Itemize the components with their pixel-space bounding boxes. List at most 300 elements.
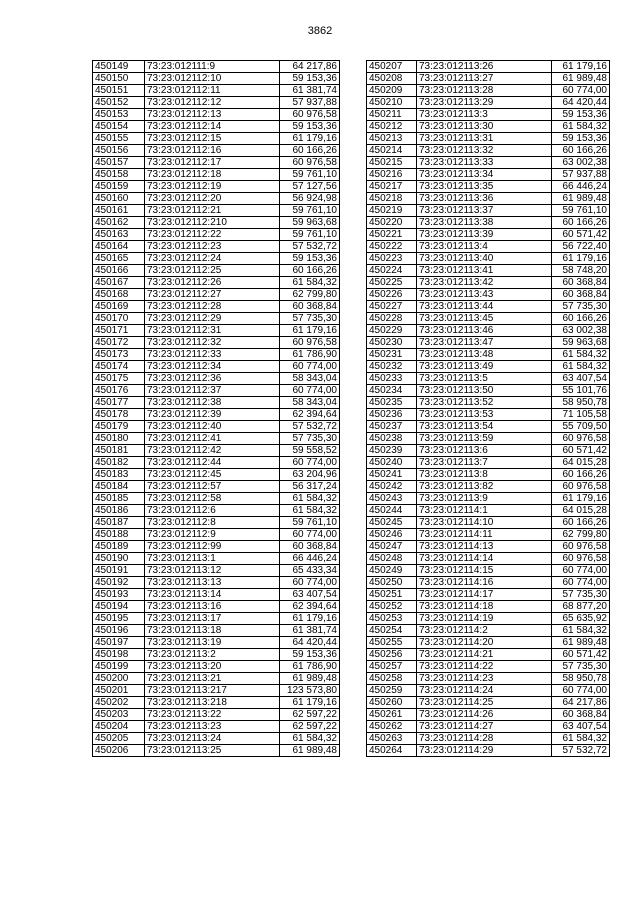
record-id-cell: 450261 — [367, 709, 417, 721]
cadastral-number-cell: 73:23:012113:21 — [145, 673, 280, 685]
record-id-cell: 450252 — [367, 601, 417, 613]
cadastral-number-cell: 73:23:012113:1 — [145, 553, 280, 565]
cadastral-number-cell: 73:23:012112:29 — [145, 313, 280, 325]
table-row — [93, 397, 340, 409]
cadastral-number-cell: 73:23:012113:17 — [145, 613, 280, 625]
record-id-cell: 450179 — [93, 421, 145, 433]
value-cell: 58 748,20 — [552, 265, 610, 277]
value-cell: 61 989,48 — [552, 73, 610, 85]
cadastral-number-cell: 73:23:012114:21 — [417, 649, 552, 661]
cadastral-number-cell: 73:23:012113:13 — [145, 577, 280, 589]
value-cell: 61 786,90 — [280, 349, 340, 361]
table-row — [367, 421, 610, 433]
value-cell: 61 179,16 — [280, 133, 340, 145]
table-row — [367, 121, 610, 133]
value-cell: 61 179,16 — [280, 325, 340, 337]
cadastral-number-cell: 73:23:012112:6 — [145, 505, 280, 517]
table-row — [93, 673, 340, 685]
table-row — [93, 553, 340, 565]
table-row — [367, 721, 610, 733]
table-row — [367, 457, 610, 469]
value-cell: 60 571,42 — [552, 649, 610, 661]
cadastral-number-cell: 73:23:012114:20 — [417, 637, 552, 649]
record-id-cell: 450241 — [367, 469, 417, 481]
table-row — [367, 241, 610, 253]
value-cell: 63 407,54 — [552, 721, 610, 733]
table-row — [93, 73, 340, 85]
record-id-cell: 450162 — [93, 217, 145, 229]
record-id-cell: 450260 — [367, 697, 417, 709]
record-id-cell: 450194 — [93, 601, 145, 613]
record-id-cell: 450225 — [367, 277, 417, 289]
value-cell: 60 774,00 — [552, 565, 610, 577]
record-id-cell: 450159 — [93, 181, 145, 193]
table-row — [367, 445, 610, 457]
record-id-cell: 450244 — [367, 505, 417, 517]
record-id-cell: 450255 — [367, 637, 417, 649]
record-id-cell: 450151 — [93, 85, 145, 97]
table-row — [93, 589, 340, 601]
table-row — [93, 325, 340, 337]
record-id-cell: 450209 — [367, 85, 417, 97]
table-row — [93, 505, 340, 517]
value-cell: 60 976,58 — [552, 553, 610, 565]
cadastral-number-cell: 73:23:012113:217 — [145, 685, 280, 697]
table-row — [367, 97, 610, 109]
cadastral-number-cell: 73:23:012113:52 — [417, 397, 552, 409]
cadastral-number-cell: 73:23:012113:12 — [145, 565, 280, 577]
cadastral-number-cell: 73:23:012114:29 — [417, 745, 552, 757]
record-id-cell: 450247 — [367, 541, 417, 553]
record-id-cell: 450212 — [367, 121, 417, 133]
value-cell: 64 217,86 — [552, 697, 610, 709]
table-row — [93, 157, 340, 169]
value-cell: 61 584,32 — [552, 361, 610, 373]
value-cell: 57 127,56 — [280, 181, 340, 193]
record-id-cell: 450249 — [367, 565, 417, 577]
table-row — [93, 613, 340, 625]
value-cell: 65 433,34 — [280, 565, 340, 577]
table-row — [93, 469, 340, 481]
cadastral-number-cell: 73:23:012113:14 — [145, 589, 280, 601]
value-cell: 61 179,16 — [552, 61, 610, 73]
cadastral-number-cell: 73:23:012113:23 — [145, 721, 280, 733]
table-row — [93, 217, 340, 229]
cadastral-number-cell: 73:23:012113:45 — [417, 313, 552, 325]
record-id-cell: 450161 — [93, 205, 145, 217]
value-cell: 58 343,04 — [280, 397, 340, 409]
cadastral-number-cell: 73:23:012112:25 — [145, 265, 280, 277]
record-id-cell: 450158 — [93, 169, 145, 181]
cadastral-number-cell: 73:23:012113:18 — [145, 625, 280, 637]
table-row — [367, 577, 610, 589]
cadastral-number-cell: 73:23:012112:8 — [145, 517, 280, 529]
table-row — [367, 85, 610, 97]
table-row — [93, 253, 340, 265]
cadastral-number-cell: 73:23:012112:210 — [145, 217, 280, 229]
table-row — [367, 385, 610, 397]
table-row — [93, 265, 340, 277]
value-cell: 57 735,30 — [552, 589, 610, 601]
record-id-cell: 450192 — [93, 577, 145, 589]
record-id-cell: 450189 — [93, 541, 145, 553]
value-cell: 66 446,24 — [552, 181, 610, 193]
cadastral-number-cell: 73:23:012112:99 — [145, 541, 280, 553]
cadastral-number-cell: 73:23:012113:42 — [417, 277, 552, 289]
record-id-cell: 450215 — [367, 157, 417, 169]
record-id-cell: 450157 — [93, 157, 145, 169]
cadastral-number-cell: 73:23:012114:10 — [417, 517, 552, 529]
record-id-cell: 450232 — [367, 361, 417, 373]
table-row — [93, 361, 340, 373]
record-id-cell: 450211 — [367, 109, 417, 121]
cadastral-number-cell: 73:23:012114:28 — [417, 733, 552, 745]
cadastral-number-cell: 73:23:012113:48 — [417, 349, 552, 361]
value-cell: 59 153,36 — [280, 253, 340, 265]
cadastral-number-cell: 73:23:012113:4 — [417, 241, 552, 253]
record-id-cell: 450156 — [93, 145, 145, 157]
cadastral-number-cell: 73:23:012113:54 — [417, 421, 552, 433]
table-row — [367, 73, 610, 85]
value-cell: 61 989,48 — [552, 637, 610, 649]
table-row — [367, 325, 610, 337]
value-cell: 60 368,84 — [552, 289, 610, 301]
right-table-body — [367, 61, 610, 757]
table-row — [367, 253, 610, 265]
value-cell: 61 381,74 — [280, 625, 340, 637]
table-row — [93, 601, 340, 613]
record-id-cell: 450214 — [367, 145, 417, 157]
table-row — [93, 205, 340, 217]
cadastral-number-cell: 73:23:012112:11 — [145, 85, 280, 97]
record-id-cell: 450191 — [93, 565, 145, 577]
record-id-cell: 450200 — [93, 673, 145, 685]
cadastral-number-cell: 73:23:012112:31 — [145, 325, 280, 337]
table-row — [93, 193, 340, 205]
table-row — [93, 541, 340, 553]
record-id-cell: 450231 — [367, 349, 417, 361]
table-row — [93, 85, 340, 97]
record-id-cell: 450198 — [93, 649, 145, 661]
cadastral-number-cell: 73:23:012112:45 — [145, 469, 280, 481]
table-row — [93, 169, 340, 181]
record-id-cell: 450206 — [93, 745, 145, 757]
value-cell: 58 343,04 — [280, 373, 340, 385]
value-cell: 62 597,22 — [280, 721, 340, 733]
record-id-cell: 450240 — [367, 457, 417, 469]
value-cell: 60 571,42 — [552, 445, 610, 457]
record-id-cell: 450163 — [93, 229, 145, 241]
table-row — [367, 301, 610, 313]
cadastral-number-cell: 73:23:012113:26 — [417, 61, 552, 73]
value-cell: 60 976,58 — [552, 433, 610, 445]
cadastral-number-cell: 73:23:012113:41 — [417, 265, 552, 277]
value-cell: 60 166,26 — [552, 217, 610, 229]
cadastral-number-cell: 73:23:012113:2 — [145, 649, 280, 661]
table-row — [367, 61, 610, 73]
cadastral-number-cell: 73:23:012113:47 — [417, 337, 552, 349]
cadastral-number-cell: 73:23:012113:50 — [417, 385, 552, 397]
table-row — [93, 433, 340, 445]
record-id-cell: 450180 — [93, 433, 145, 445]
cadastral-number-cell: 73:23:012112:26 — [145, 277, 280, 289]
record-id-cell: 450234 — [367, 385, 417, 397]
table-row — [367, 601, 610, 613]
value-cell: 60 976,58 — [280, 109, 340, 121]
record-id-cell: 450164 — [93, 241, 145, 253]
value-cell: 61 381,74 — [280, 85, 340, 97]
record-id-cell: 450235 — [367, 397, 417, 409]
value-cell: 60 368,84 — [552, 709, 610, 721]
cadastral-number-cell: 73:23:012113:6 — [417, 445, 552, 457]
value-cell: 61 989,48 — [280, 673, 340, 685]
table-row — [367, 661, 610, 673]
cadastral-number-cell: 73:23:012112:38 — [145, 397, 280, 409]
table-row — [93, 121, 340, 133]
record-id-cell: 450217 — [367, 181, 417, 193]
table-row — [367, 229, 610, 241]
cadastral-number-cell: 73:23:012114:16 — [417, 577, 552, 589]
table-row — [367, 193, 610, 205]
value-cell: 61 584,32 — [552, 625, 610, 637]
page-number: 3862 — [307, 25, 333, 37]
table-row — [93, 61, 340, 73]
table-row — [93, 145, 340, 157]
table-row — [93, 709, 340, 721]
value-cell: 64 420,44 — [280, 637, 340, 649]
cadastral-number-cell: 73:23:012112:40 — [145, 421, 280, 433]
value-cell: 60 166,26 — [280, 265, 340, 277]
cadastral-number-cell: 73:23:012113:37 — [417, 205, 552, 217]
cadastral-number-cell: 73:23:012112:22 — [145, 229, 280, 241]
record-id-cell: 450263 — [367, 733, 417, 745]
value-cell: 57 532,72 — [280, 421, 340, 433]
record-id-cell: 450203 — [93, 709, 145, 721]
cadastral-number-cell: 73:23:012113:40 — [417, 253, 552, 265]
value-cell: 60 368,84 — [552, 277, 610, 289]
record-id-cell: 450219 — [367, 205, 417, 217]
record-id-cell: 450202 — [93, 697, 145, 709]
table-row — [93, 337, 340, 349]
table-row — [93, 661, 340, 673]
table-row — [93, 721, 340, 733]
value-cell: 66 446,24 — [280, 553, 340, 565]
table-row — [367, 409, 610, 421]
record-id-cell: 450190 — [93, 553, 145, 565]
cadastral-number-cell: 73:23:012112:14 — [145, 121, 280, 133]
value-cell: 57 532,72 — [552, 745, 610, 757]
cadastral-number-cell: 73:23:012114:17 — [417, 589, 552, 601]
cadastral-number-cell: 73:23:012113:28 — [417, 85, 552, 97]
record-id-cell: 450239 — [367, 445, 417, 457]
table-row — [93, 349, 340, 361]
cadastral-number-cell: 73:23:012113:5 — [417, 373, 552, 385]
table-row — [93, 697, 340, 709]
record-id-cell: 450150 — [93, 73, 145, 85]
record-id-cell: 450243 — [367, 493, 417, 505]
table-row — [93, 529, 340, 541]
value-cell: 58 950,78 — [552, 673, 610, 685]
table-row — [367, 565, 610, 577]
cadastral-number-cell: 73:23:012114:19 — [417, 613, 552, 625]
value-cell: 60 774,00 — [280, 385, 340, 397]
record-id-cell: 450173 — [93, 349, 145, 361]
cadastral-number-cell: 73:23:012112:44 — [145, 457, 280, 469]
record-id-cell: 450246 — [367, 529, 417, 541]
value-cell: 57 735,30 — [280, 313, 340, 325]
cadastral-number-cell: 73:23:012113:53 — [417, 409, 552, 421]
record-id-cell: 450155 — [93, 133, 145, 145]
record-id-cell: 450152 — [93, 97, 145, 109]
value-cell: 63 407,54 — [280, 589, 340, 601]
record-id-cell: 450184 — [93, 481, 145, 493]
record-id-cell: 450166 — [93, 265, 145, 277]
cadastral-number-cell: 73:23:012112:19 — [145, 181, 280, 193]
table-row — [93, 481, 340, 493]
value-cell: 62 799,80 — [280, 289, 340, 301]
value-cell: 59 153,36 — [280, 121, 340, 133]
record-id-cell: 450256 — [367, 649, 417, 661]
record-id-cell: 450197 — [93, 637, 145, 649]
table-row — [93, 181, 340, 193]
table-row — [93, 277, 340, 289]
record-id-cell: 450181 — [93, 445, 145, 457]
cadastral-number-cell: 73:23:012112:42 — [145, 445, 280, 457]
value-cell: 56 924,98 — [280, 193, 340, 205]
table-row — [93, 301, 340, 313]
cadastral-number-cell: 73:23:012113:29 — [417, 97, 552, 109]
record-id-cell: 450251 — [367, 589, 417, 601]
record-id-cell: 450177 — [93, 397, 145, 409]
table-row — [367, 397, 610, 409]
table-row — [93, 685, 340, 697]
value-cell: 57 937,88 — [280, 97, 340, 109]
value-cell: 61 584,32 — [552, 349, 610, 361]
record-id-cell: 450224 — [367, 265, 417, 277]
record-id-cell: 450258 — [367, 673, 417, 685]
table-row — [93, 745, 340, 757]
table-row — [367, 697, 610, 709]
table-row — [367, 517, 610, 529]
record-id-cell: 450187 — [93, 517, 145, 529]
table-row — [367, 361, 610, 373]
value-cell: 60 774,00 — [552, 577, 610, 589]
cadastral-number-cell: 73:23:012112:33 — [145, 349, 280, 361]
value-cell: 59 153,36 — [552, 133, 610, 145]
cadastral-number-cell: 73:23:012112:58 — [145, 493, 280, 505]
table-row — [367, 589, 610, 601]
cadastral-number-cell: 73:23:012114:11 — [417, 529, 552, 541]
table-row — [93, 409, 340, 421]
record-id-cell: 450169 — [93, 301, 145, 313]
table-row — [367, 109, 610, 121]
table-row — [367, 169, 610, 181]
value-cell: 59 153,36 — [280, 73, 340, 85]
value-cell: 57 735,30 — [552, 301, 610, 313]
value-cell: 63 407,54 — [552, 373, 610, 385]
value-cell: 60 166,26 — [552, 469, 610, 481]
value-cell: 60 368,84 — [280, 301, 340, 313]
table-row — [93, 97, 340, 109]
record-id-cell: 450245 — [367, 517, 417, 529]
value-cell: 61 584,32 — [280, 505, 340, 517]
table-row — [93, 229, 340, 241]
record-id-cell: 450208 — [367, 73, 417, 85]
value-cell: 62 394,64 — [280, 409, 340, 421]
table-row — [93, 625, 340, 637]
record-id-cell: 450149 — [93, 61, 145, 73]
cadastral-number-cell: 73:23:012112:10 — [145, 73, 280, 85]
cadastral-number-cell: 73:23:012113:31 — [417, 133, 552, 145]
value-cell: 61 989,48 — [552, 193, 610, 205]
value-cell: 60 976,58 — [280, 157, 340, 169]
cadastral-number-cell: 73:23:012112:34 — [145, 361, 280, 373]
value-cell: 59 761,10 — [280, 169, 340, 181]
table-row — [367, 265, 610, 277]
cadastral-number-cell: 73:23:012113:218 — [145, 697, 280, 709]
record-id-cell: 450226 — [367, 289, 417, 301]
table-row — [93, 445, 340, 457]
table-row — [93, 493, 340, 505]
table-row — [367, 277, 610, 289]
table-row — [367, 541, 610, 553]
cadastral-number-cell: 73:23:012114:2 — [417, 625, 552, 637]
record-id-cell: 450196 — [93, 625, 145, 637]
value-cell: 60 976,58 — [552, 541, 610, 553]
value-cell: 61 989,48 — [280, 745, 340, 757]
table-row — [367, 337, 610, 349]
value-cell: 61 584,32 — [280, 493, 340, 505]
record-id-cell: 450167 — [93, 277, 145, 289]
cadastral-number-cell: 73:23:012112:12 — [145, 97, 280, 109]
record-id-cell: 450172 — [93, 337, 145, 349]
record-id-cell: 450153 — [93, 109, 145, 121]
cadastral-number-cell: 73:23:012114:1 — [417, 505, 552, 517]
value-cell: 60 774,00 — [552, 85, 610, 97]
value-cell: 60 166,26 — [552, 145, 610, 157]
table-row — [367, 553, 610, 565]
value-cell: 64 015,28 — [552, 505, 610, 517]
table-row — [367, 313, 610, 325]
record-id-cell: 450204 — [93, 721, 145, 733]
value-cell: 60 976,58 — [552, 481, 610, 493]
table-row — [93, 133, 340, 145]
value-cell: 63 002,38 — [552, 325, 610, 337]
value-cell: 60 976,58 — [280, 337, 340, 349]
value-cell: 59 963,68 — [552, 337, 610, 349]
cadastral-number-cell: 73:23:012113:59 — [417, 433, 552, 445]
table-row — [367, 217, 610, 229]
record-id-cell: 450170 — [93, 313, 145, 325]
table-row — [367, 733, 610, 745]
record-id-cell: 450236 — [367, 409, 417, 421]
cadastral-number-cell: 73:23:012113:44 — [417, 301, 552, 313]
record-id-cell: 450248 — [367, 553, 417, 565]
value-cell: 57 532,72 — [280, 241, 340, 253]
value-cell: 59 153,36 — [280, 649, 340, 661]
cadastral-number-cell: 73:23:012112:20 — [145, 193, 280, 205]
value-cell: 57 735,30 — [280, 433, 340, 445]
cadastral-number-cell: 73:23:012112:17 — [145, 157, 280, 169]
value-cell: 62 799,80 — [552, 529, 610, 541]
table-row — [367, 289, 610, 301]
value-cell: 62 394,64 — [280, 601, 340, 613]
record-id-cell: 450174 — [93, 361, 145, 373]
record-id-cell: 450228 — [367, 313, 417, 325]
record-id-cell: 450242 — [367, 481, 417, 493]
table-row — [367, 493, 610, 505]
value-cell: 59 963,68 — [280, 217, 340, 229]
